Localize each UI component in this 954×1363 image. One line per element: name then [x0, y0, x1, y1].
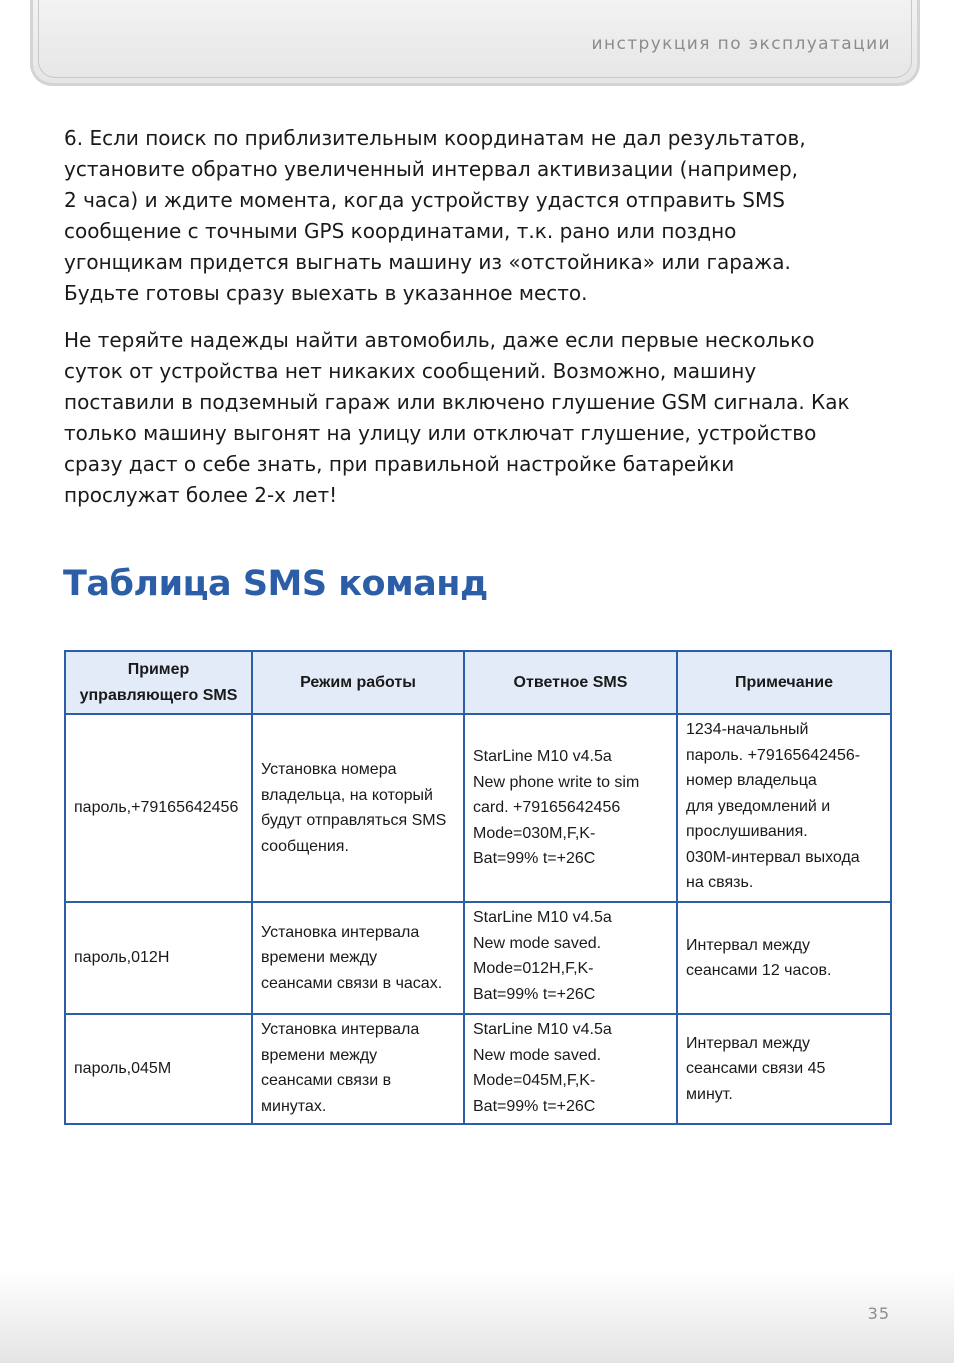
header-reply-sms: Ответное SMS	[464, 651, 677, 714]
page-footer	[0, 1270, 954, 1363]
cell-mode: Установка интервала времени между сеансами связи в часах.	[252, 902, 464, 1014]
cell-note: Интервал между сеансами 12 часов.	[677, 902, 891, 1014]
paragraph-step-6: 6. Если поиск по приблизительным координатам не дал результатов, установите обратно увеличенный интервал активизации (например, 2 часа) и ждите момента, когда устройству удастся отправить SMS сообщение с точными GPS координатами, т.к. рано или поздно угонщикам придется выгнать машину из «отстойника» или гаража. Будьте готовы сразу выехать в указанное место.	[64, 126, 806, 305]
cell-command: пароль,012H	[65, 902, 252, 1014]
section-title: Таблица SMS команд	[63, 564, 488, 604]
cell-note: 1234-начальный пароль. +79165642456- номер владельца для уведомлений и прослушивания. 030M-интервал выхода на связь.	[677, 714, 891, 902]
header-example-sms: Пример управляющего SMS	[65, 651, 252, 714]
page-number: 35	[867, 1304, 890, 1323]
cell-reply: StarLine M10 v4.5a New mode saved. Mode=012H,F,K- Bat=99% t=+26C	[464, 902, 677, 1014]
cell-mode: Установка номера владельца, на который будут отправляться SMS сообщения.	[252, 714, 464, 902]
cell-mode: Установка интервала времени между сеансами связи в минутах.	[252, 1014, 464, 1124]
cell-command: пароль,+79165642456	[65, 714, 252, 902]
cell-note: Интервал между сеансами связи 45 минут.	[677, 1014, 891, 1124]
cell-reply: StarLine M10 v4.5a New phone write to sim card. +79165642456 Mode=030M,F,K- Bat=99% t=+26C	[464, 714, 677, 902]
page-header	[30, 0, 920, 86]
header-title: инструкция по эксплуатации	[591, 34, 891, 54]
table-row	[65, 902, 891, 1014]
table-row	[65, 714, 891, 902]
table-row	[65, 1014, 891, 1124]
cell-reply: StarLine M10 v4.5a New mode saved. Mode=045M,F,K- Bat=99% t=+26C	[464, 1014, 677, 1124]
cell-command: пароль,045M	[65, 1014, 252, 1124]
paragraph-hope: Не теряйте надежды найти автомобиль, даже если первые несколько суток от устройства нет никаких сообщений. Возможно, машину поставили в подземный гараж или включено глушение GSM сигнала. Как только машину выгонят на улицу или отключат глушение, устройство сразу даст о себе знать, при правильной настройке батарейки прослужат более 2-х лет!	[64, 328, 850, 507]
header-note: Примечание	[677, 651, 891, 714]
table-header-row	[65, 651, 891, 714]
sms-commands-table	[64, 650, 892, 1125]
header-mode: Режим работы	[252, 651, 464, 714]
